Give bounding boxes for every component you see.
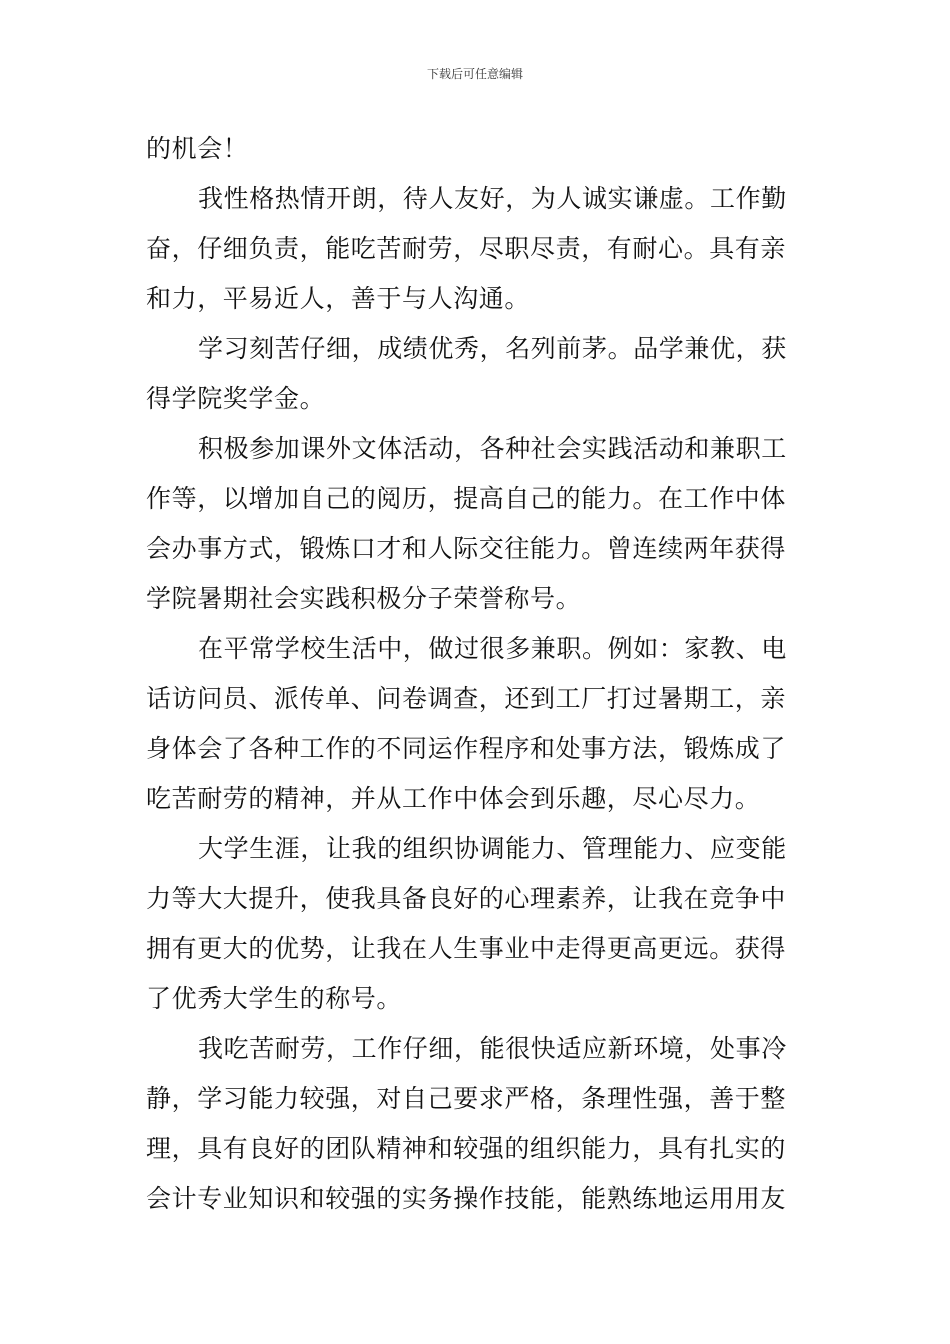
- text-line: 和力，平易近人，善于与人沟通。: [146, 284, 531, 313]
- document-body: [146, 124, 806, 1224]
- text-line: 力等大大提升，使我具备良好的心理素养，让我在竞争中: [146, 884, 787, 913]
- text-line: 我吃苦耐劳，工作仔细，能很快适应新环境，处事冷: [198, 1034, 787, 1063]
- text-line: 会计专业知识和较强的实务操作技能，能熟练地运用用友: [146, 1184, 787, 1213]
- text-line: 了优秀大学生的称号。: [146, 984, 403, 1013]
- text-line: 理，具有良好的团队精神和较强的组织能力，具有扎实的: [146, 1134, 787, 1163]
- text-line: 吃苦耐劳的精神，并从工作中体会到乐趣，尽心尽力。: [146, 784, 761, 813]
- text-line: 积极参加课外文体活动，各种社会实践活动和兼职工: [198, 434, 787, 463]
- text-line: 话访问员、派传单、问卷调查，还到工厂打过暑期工，亲: [146, 684, 787, 713]
- text-line: 奋，仔细负责，能吃苦耐劳，尽职尽责，有耐心。具有亲: [146, 234, 787, 263]
- text-line: 作等，以增加自己的阅历，提高自己的能力。在工作中体: [146, 484, 787, 513]
- text-line: 大学生涯，让我的组织协调能力、管理能力、应变能: [198, 834, 787, 863]
- text-line: 学习刻苦仔细，成绩优秀，名列前茅。品学兼优，获: [198, 334, 787, 363]
- text-line: 学院暑期社会实践积极分子荣誉称号。: [146, 584, 582, 613]
- text-line: 会办事方式，锻炼口才和人际交往能力。曾连续两年获得: [146, 534, 787, 563]
- text-line: 静，学习能力较强，对自己要求严格，条理性强，善于整: [146, 1084, 787, 1113]
- text-line: 得学院奖学金。: [146, 384, 326, 413]
- text-line: 我性格热情开朗，待人友好，为人诚实谦虚。工作勤: [198, 184, 787, 213]
- text-line: 的机会！: [146, 134, 249, 163]
- text-line: 身体会了各种工作的不同运作程序和处事方法，锻炼成了: [146, 734, 787, 763]
- page-header: 下载后可任意编辑: [426, 67, 523, 81]
- text-line: 在平常学校生活中，做过很多兼职。例如：家教、电: [198, 634, 787, 663]
- text-line: 拥有更大的优势，让我在人生事业中走得更高更远。获得: [146, 934, 787, 963]
